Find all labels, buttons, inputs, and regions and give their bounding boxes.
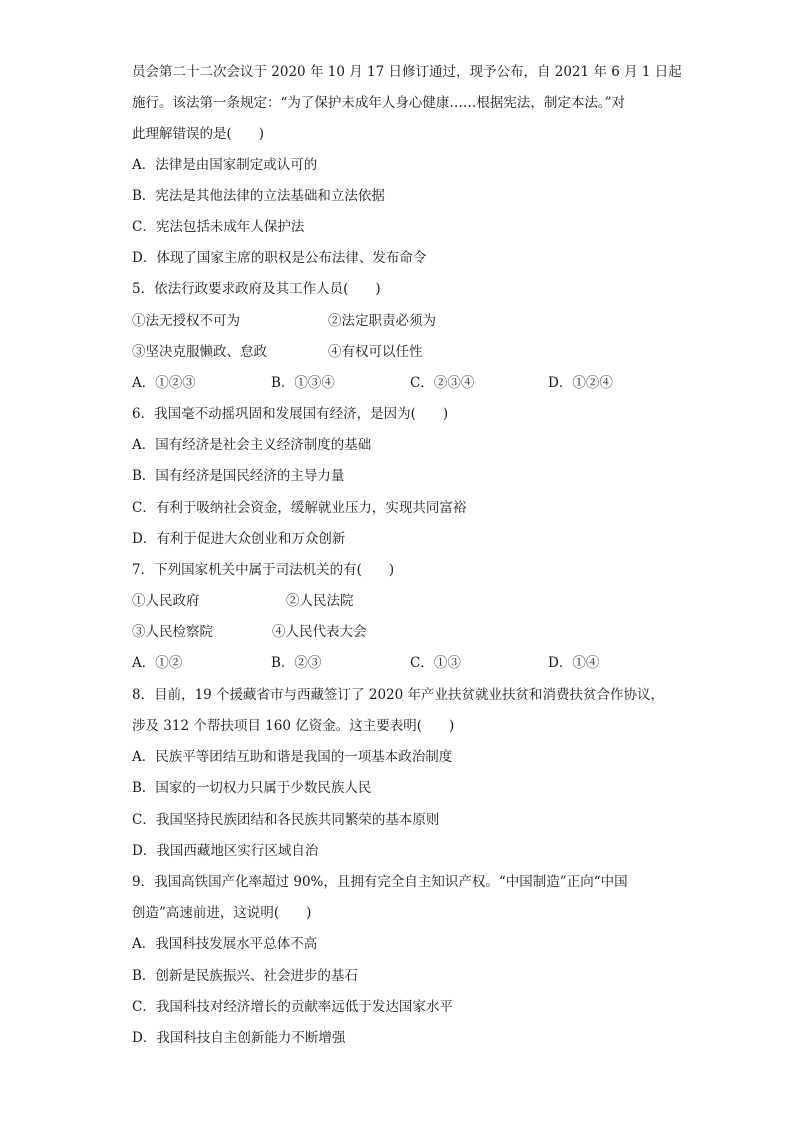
question-4-stem-line-3: 此理解错误的是( ) [132,126,265,142]
question-6-option-a: A．国有经济是社会主义经济制度的基础 [132,437,372,453]
question-7-choice-d: D．①④ [548,655,600,671]
question-8-option-c: C．我国坚持民族团结和各民族共同繁荣的基本原则 [132,812,440,828]
question-5-item-3: ③坚决克服懒政、怠政 [132,344,267,360]
question-7-stem: 7．下列国家机关中属于司法机关的有( ) [132,562,395,578]
question-7-item-2: ②人民法院 [286,593,354,609]
question-4-option-c: C．宪法包括未成年人保护法 [132,219,305,235]
question-7-item-4: ④人民代表大会 [272,624,367,640]
question-5-choice-a: A．①②③ [132,375,196,391]
question-7-item-1: ①人民政府 [132,593,200,609]
question-7-item-3: ③人民检察院 [132,624,213,640]
question-6-option-b: B．国有经济是国民经济的主导力量 [132,468,345,484]
question-4-option-d: D．体现了国家主席的职权是公布法律、发布命令 [132,250,427,266]
question-9-option-d: D．我国科技自主创新能力不断增强 [132,1030,346,1046]
question-8-option-d: D．我国西藏地区实行区域自治 [132,843,319,859]
question-4-option-b: B．宪法是其他法律的立法基础和立法依据 [132,188,385,204]
question-4-stem-line-2: 施行。该法第一条规定：“为了保护未成年人身心健康……根据宪法，制定本法。”对 [132,95,626,111]
question-7-choice-a: A．①② [132,655,183,671]
question-9-option-b: B．创新是民族振兴、社会进步的基石 [132,968,358,984]
question-4-option-a: A．法律是由国家制定或认可的 [132,157,318,173]
question-5-item-1: ①法无授权不可为 [132,313,240,329]
question-5-choice-d: D．①②④ [548,375,613,391]
question-5-item-2: ②法定职责必须为 [328,313,436,329]
question-9-option-a: A．我国科技发展水平总体不高 [132,936,318,952]
question-5-item-4: ④有权可以任性 [328,344,423,360]
question-8-stem-line-2: 涉及 312 个帮扶项目 160 亿资金。这主要表明( ) [132,718,455,734]
question-6-option-c: C．有利于吸纳社会资金，缓解就业压力，实现共同富裕 [132,500,467,516]
question-7-choice-c: C．①③ [410,655,461,671]
question-5-stem: 5．依法行政要求政府及其工作人员( ) [132,281,381,297]
question-6-option-d: D．有利于促进大众创业和万众创新 [132,531,346,547]
question-4-stem-line-1: 员会第二十二次会议于 2020 年 10 月 17 日修订通过，现予公布，自 2021 年 6 月 1 日起 [132,64,682,80]
question-7-choice-b: B．②③ [271,655,322,671]
question-6-stem: 6．我国毫不动摇巩固和发展国有经济，是因为( ) [132,406,449,422]
question-9-stem-line-1: 9．我国高铁国产化率超过 90%，且拥有完全自主知识产权。“中国制造”正向“中国 [132,874,628,890]
question-8-option-a: A．民族平等团结互助和谐是我国的一项基本政治制度 [132,749,453,765]
question-9-stem-line-2: 创造”高速前进，这说明( ) [132,905,312,921]
question-9-option-c: C．我国科技对经济增长的贡献率远低于发达国家水平 [132,999,453,1015]
question-5-choice-c: C．②③④ [410,375,475,391]
question-8-stem-line-1: 8．目前，19 个援藏省市与西藏签订了 2020 年产业扶贫就业扶贫和消费扶贫合作协议， [132,687,664,703]
question-5-choice-b: B．①③④ [271,375,335,391]
question-8-option-b: B．国家的一切权力只属于少数民族人民 [132,780,372,796]
